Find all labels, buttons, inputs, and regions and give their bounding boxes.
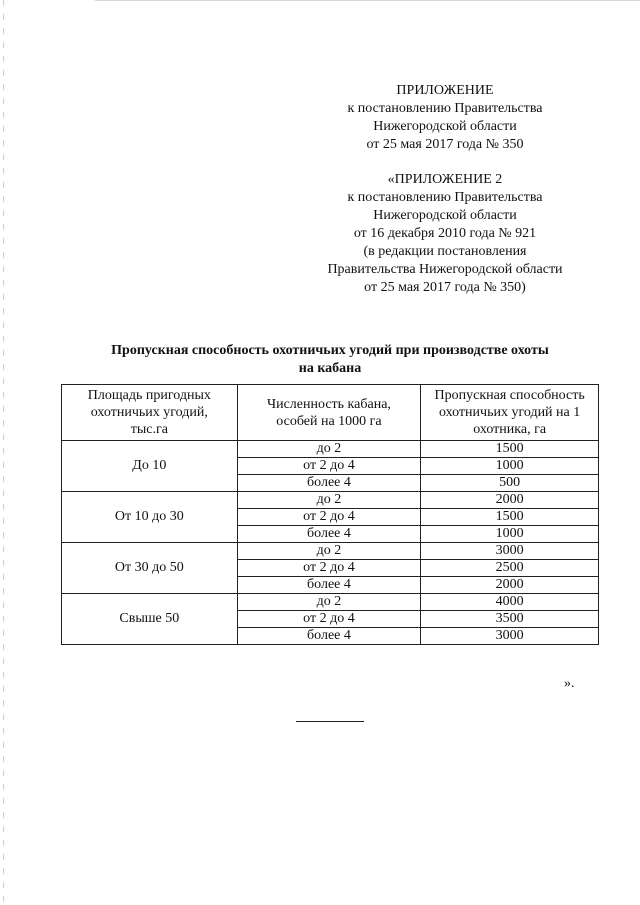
end-rule (296, 721, 364, 722)
header-area (62, 385, 238, 441)
density-cell: до 2 (237, 543, 421, 560)
density-cell: до 2 (237, 441, 421, 458)
header-area-line: охотничьих угодий, (90, 405, 208, 420)
appendix2-header (300, 171, 590, 297)
area-cell: От 30 до 50 (62, 543, 238, 594)
capacity-cell: 3000 (421, 543, 599, 560)
appendix2-line: от 16 декабря 2010 года № 921 (353, 226, 537, 241)
capacity-cell: 500 (421, 475, 599, 492)
appendix2-line: от 25 мая 2017 года № 350) (364, 280, 526, 295)
title-line-2: на кабана (298, 361, 362, 376)
density-cell: от 2 до 4 (237, 509, 421, 526)
header-capacity-line: охотничьих угодий на 1 (439, 405, 581, 420)
density-cell: до 2 (237, 492, 421, 509)
scan-top-edge (95, 0, 640, 1)
capacity-cell: 1500 (421, 441, 599, 458)
appendix2-line: к постановлению Правительства (347, 190, 543, 205)
appendix2-line: (в редакции постановления (363, 244, 527, 259)
density-cell: более 4 (237, 577, 421, 594)
appendix-line: к постановлению Правительства (347, 101, 543, 116)
appendix2-line: «ПРИЛОЖЕНИЕ 2 (387, 172, 503, 187)
capacity-cell: 4000 (421, 594, 599, 611)
density-cell: более 4 (237, 628, 421, 645)
appendix-line: Нижегородской области (373, 119, 517, 134)
table-row (62, 543, 599, 560)
table-header-row (62, 385, 599, 441)
density-cell: от 2 до 4 (237, 560, 421, 577)
capacity-cell: 2500 (421, 560, 599, 577)
density-cell: более 4 (237, 526, 421, 543)
header-capacity (421, 385, 599, 441)
table-row (62, 492, 599, 509)
capacity-table (61, 384, 599, 645)
appendix-header (300, 82, 590, 154)
area-cell: От 10 до 30 (62, 492, 238, 543)
header-area-line: Площадь пригодных (87, 388, 211, 403)
appendix2-line: Нижегородской области (373, 208, 517, 223)
header-density-line: Численность кабана, (267, 396, 391, 412)
capacity-cell: 2000 (421, 492, 599, 509)
header-capacity-line: Пропускная способность (434, 388, 585, 403)
header-density (237, 385, 421, 441)
appendix-line: ПРИЛОЖЕНИЕ (396, 83, 494, 98)
table-row (62, 594, 599, 611)
capacity-cell: 3500 (421, 611, 599, 628)
density-cell: от 2 до 4 (237, 611, 421, 628)
header-capacity-line: охотника, га (473, 422, 547, 437)
table-row (62, 441, 599, 458)
area-cell: До 10 (62, 441, 238, 492)
area-cell: Свыше 50 (62, 594, 238, 645)
capacity-cell: 1500 (421, 509, 599, 526)
density-cell: более 4 (237, 475, 421, 492)
scan-edge-mark (3, 0, 4, 905)
closing-quote: ». (564, 676, 575, 691)
density-cell: от 2 до 4 (237, 458, 421, 475)
capacity-cell: 1000 (421, 526, 599, 543)
appendix-line: от 25 мая 2017 года № 350 (366, 137, 524, 152)
capacity-cell: 1000 (421, 458, 599, 475)
document-title (60, 342, 600, 378)
header-area-line: тыс.га (130, 422, 168, 437)
title-line-1: Пропускная способность охотничьих угодий при производстве охоты (111, 343, 549, 358)
density-cell: до 2 (237, 594, 421, 611)
header-density-line: особей на 1000 га (276, 413, 382, 429)
capacity-cell: 2000 (421, 577, 599, 594)
appendix2-line: Правительства Нижегородской области (327, 262, 563, 277)
capacity-cell: 3000 (421, 628, 599, 645)
